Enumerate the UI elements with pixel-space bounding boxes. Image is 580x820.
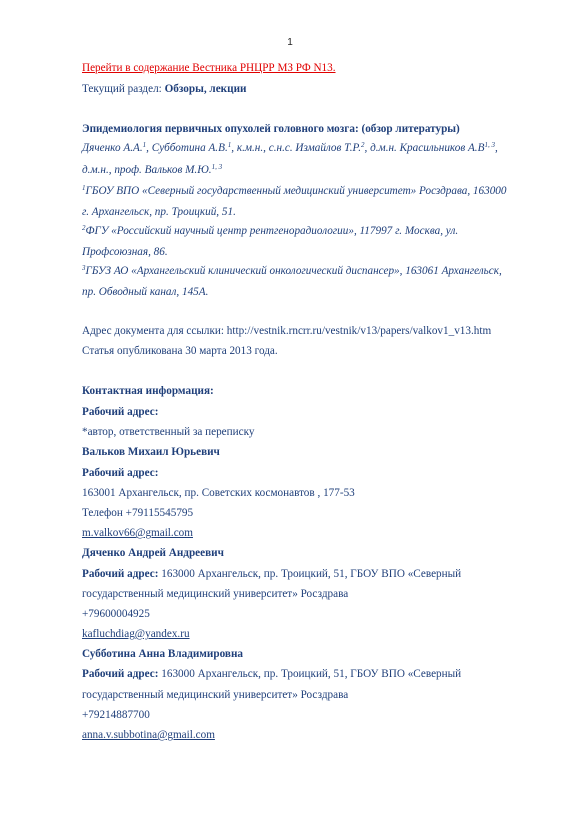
author-name: , д.м.н. Красильников А.В (364, 142, 485, 154)
author-affiliation-ref: 1 (142, 141, 147, 149)
affiliation-text: ФГУ «Российский научный центр рентгенорадиологии», 117997 г. Москва, ул. (85, 225, 459, 237)
affiliation-1-line-2: г. Архангельск, пр. Троицкий, 51. (82, 206, 236, 218)
author-name: , к.м.н., с.н.с. Измайлов Т.Р. (231, 142, 361, 154)
affiliation-3-line-1 (82, 264, 530, 278)
affiliation-number: 1 (82, 184, 86, 192)
contact-email-link[interactable]: kafluchdiag@yandex.ru (82, 628, 190, 640)
contact-phone: +79214887700 (82, 709, 150, 721)
affiliation-text: ГБОУ ВПО «Северный государственный медицинский университет» Росздрава, 163000 (85, 185, 507, 197)
contact-phone: Телефон +79115545795 (82, 507, 194, 519)
current-section (82, 82, 530, 96)
contact-address-line-1 (82, 667, 530, 681)
contact-address: 163001 Архангельск, пр. Советских космонавтов , 177-53 (82, 487, 355, 499)
affiliation-number: 2 (82, 224, 86, 232)
contact-address-line-2: государственный медицинский университет» Росздрава (82, 588, 349, 600)
contact-address-line-1 (82, 567, 530, 581)
contact-address-line-2: государственный медицинский университет» Росздрава (82, 689, 349, 701)
section-label: Текущий раздел: (82, 83, 165, 95)
author-name: , Субботина А.В. (146, 142, 228, 154)
contact-email-line (82, 627, 530, 641)
affiliation-text: ГБУЗ АО «Архангельский клинический онкологический диспансер», 163061 Архангельск, (85, 265, 502, 277)
affiliation-1-line-1 (82, 184, 530, 198)
author-name: Дяченко А.А. (82, 142, 143, 154)
article-title: Эпидемиология первичных опухолей головного мозга: (обзор литературы) (82, 123, 460, 135)
page-number: 1 (287, 37, 293, 48)
contact-email-line (82, 728, 530, 742)
contact-address-label: Рабочий адрес: (82, 568, 159, 580)
contact-email-link[interactable]: m.valkov66@gmail.com (82, 527, 193, 539)
contact-person-name: Вальков Михаил Юрьевич (82, 446, 220, 458)
affiliation-number: 3 (82, 264, 86, 272)
contact-person-name: Дяченко Андрей Андреевич (82, 547, 224, 559)
nav-line (82, 61, 530, 75)
author-name: д.м.н., проф. Вальков М.Ю. (82, 164, 212, 176)
contact-phone: +79600004925 (82, 608, 150, 620)
contact-address-text: 163000 Архангельск, пр. Троицкий, 51, ГБОУ ВПО «Северный (158, 568, 462, 580)
contact-address-label: Рабочий адрес: (82, 467, 159, 479)
author-affiliation-ref: 1, 3 (484, 141, 495, 149)
author-affiliation-ref: 2 (361, 141, 365, 149)
contact-address-text: 163000 Архангельск, пр. Троицкий, 51, ГБОУ ВПО «Северный (158, 668, 462, 680)
affiliation-2-line-1 (82, 224, 530, 238)
author-separator: , (494, 142, 498, 154)
authors-line-1 (82, 141, 530, 155)
section-value: Обзоры, лекции (164, 83, 247, 95)
contact-email-link[interactable]: anna.v.subbotina@gmail.com (82, 729, 215, 741)
table-of-contents-link[interactable]: Перейти в содержание Вестника РНЦРР МЗ РФ N13. (82, 62, 336, 74)
contact-address-label: Рабочий адрес: (82, 668, 159, 680)
contact-person-name: Субботина Анна Владимировна (82, 648, 243, 660)
contact-email-line (82, 526, 530, 540)
work-address-label: Рабочий адрес: (82, 406, 159, 418)
correspondence-note: *автор, ответственный за переписку (82, 426, 255, 438)
affiliation-2-line-2: Профсоюзная, 86. (82, 246, 168, 258)
authors-line-2 (82, 163, 530, 177)
contact-heading: Контактная информация: (82, 385, 214, 397)
publication-date: Статья опубликована 30 марта 2013 года. (82, 345, 278, 357)
affiliation-3-line-2: пр. Обводный канал, 145А. (82, 286, 209, 298)
author-affiliation-ref: 1 (227, 141, 232, 149)
document-address: Адрес документа для ссылки: http://vestnik.rncrr.ru/vestnik/v13/papers/valkov1_v13.htm (82, 325, 492, 337)
author-affiliation-ref: 1, 3 (211, 163, 223, 171)
